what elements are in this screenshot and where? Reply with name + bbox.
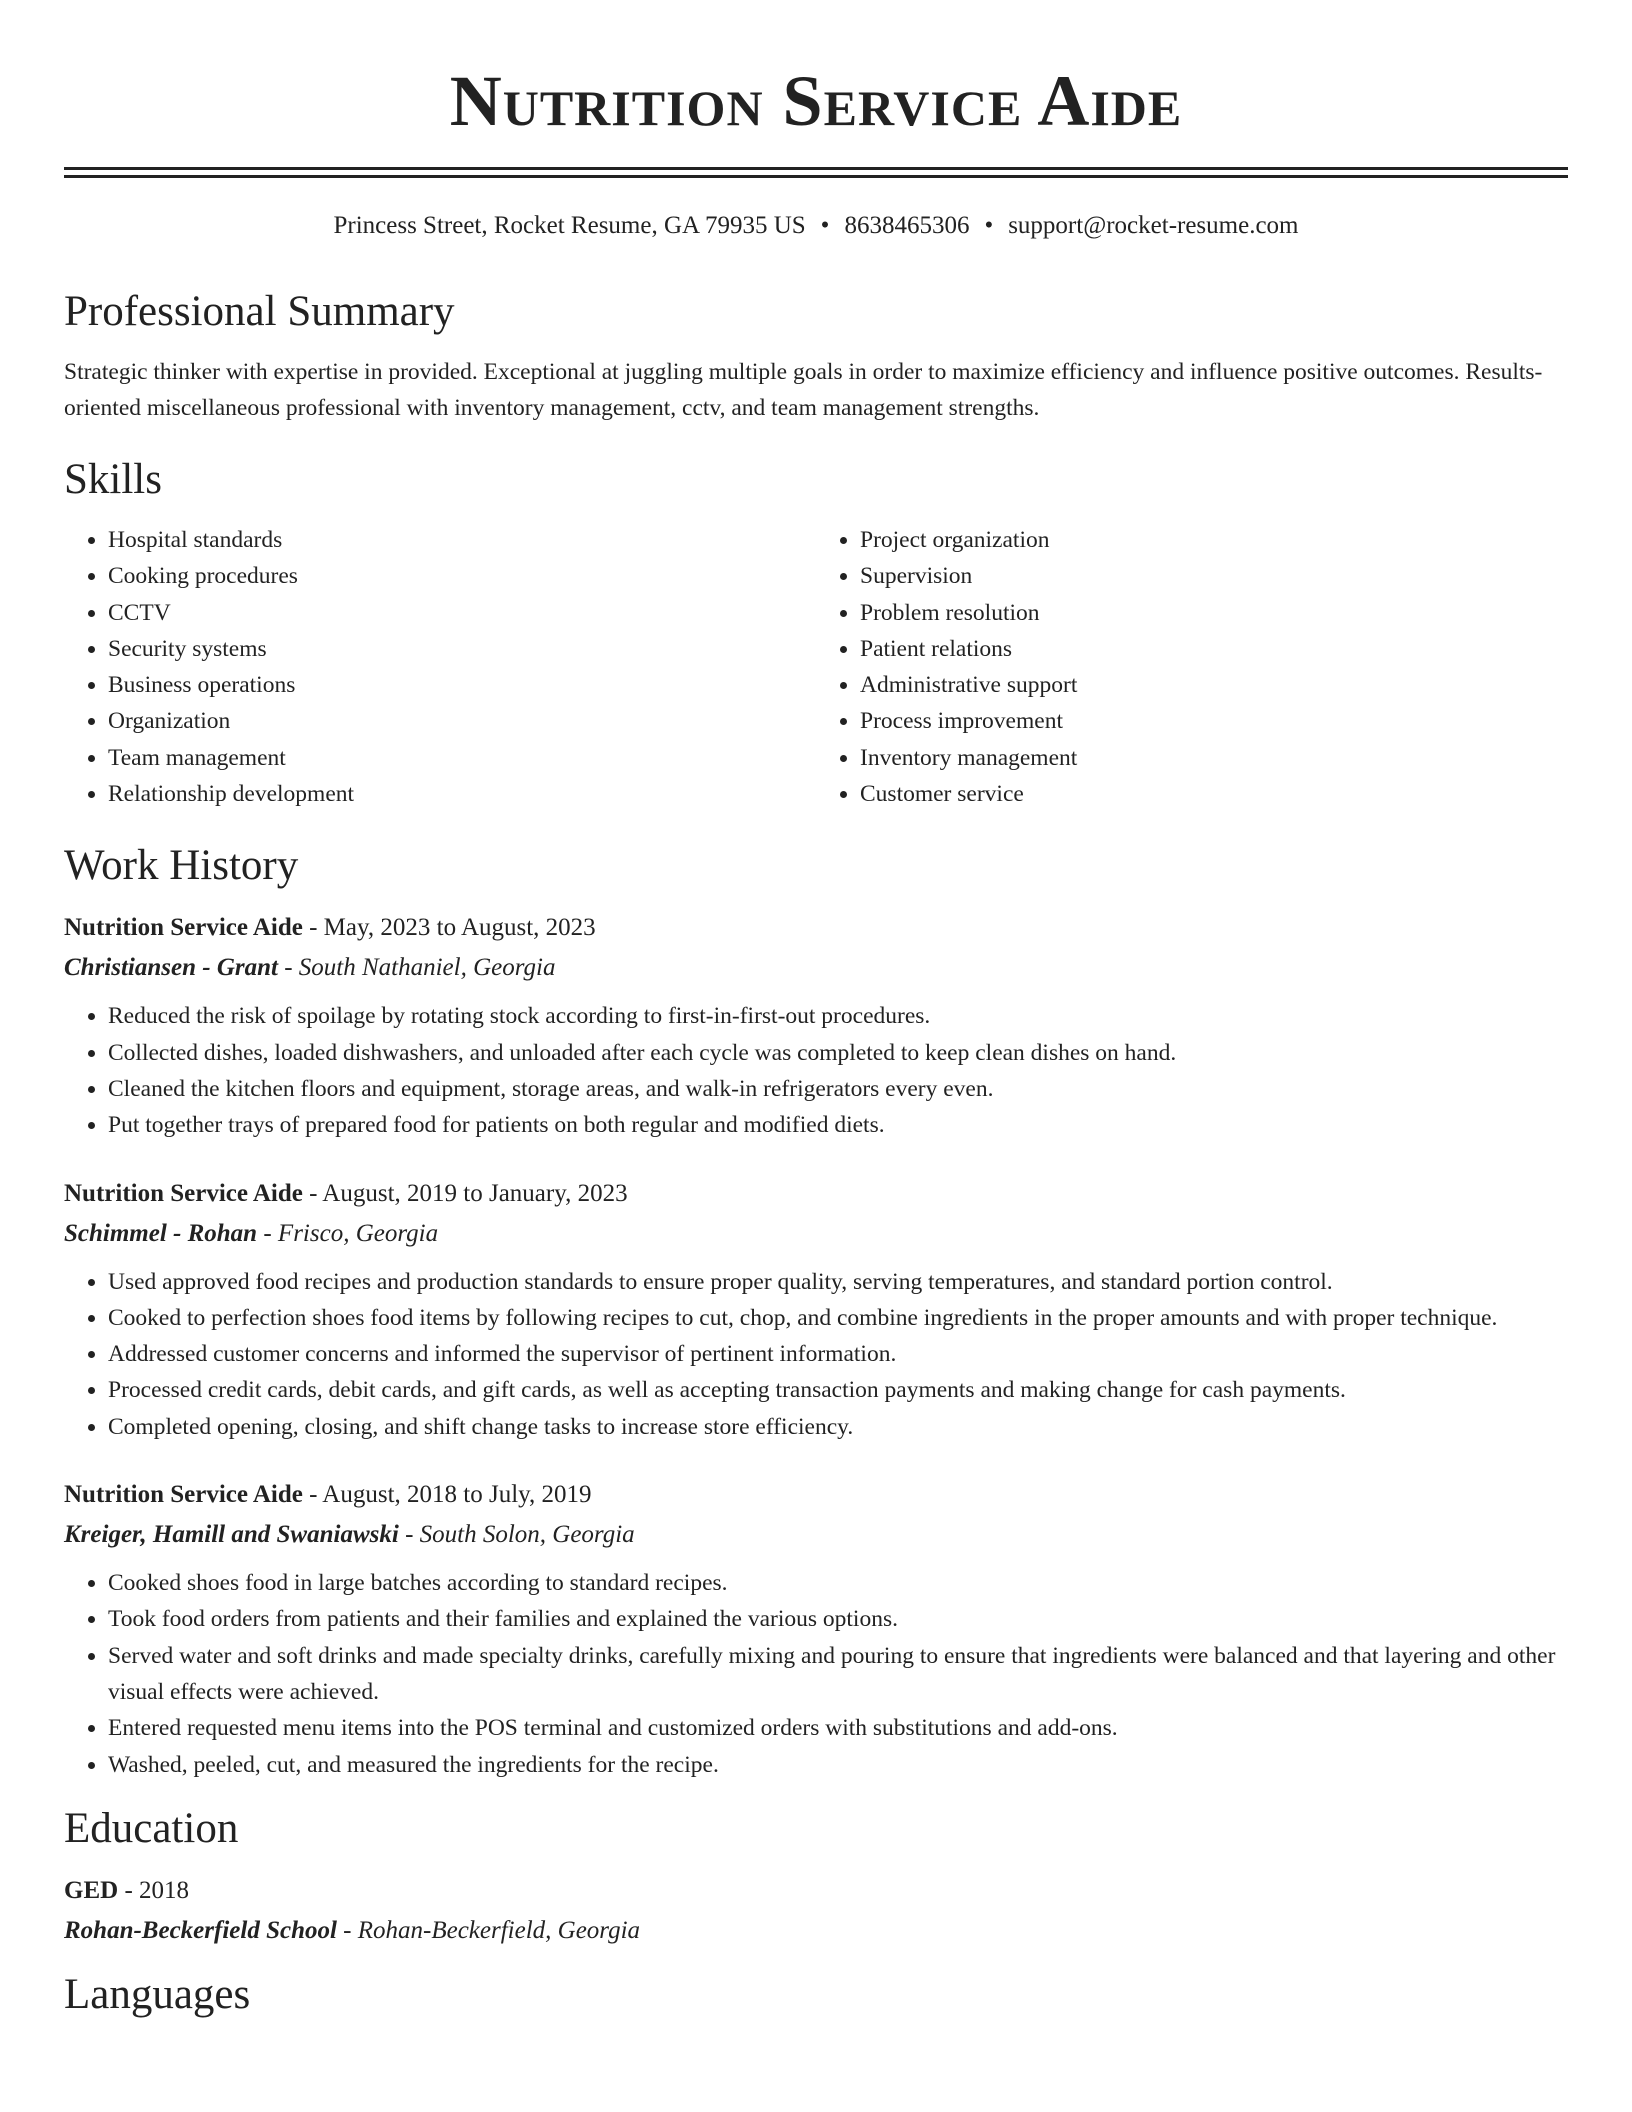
summary-text: Strategic thinker with expertise in provided. Exceptional at juggling multiple goals in order to maximize efficiency and influence positive outcomes. Results-oriented miscellaneous professional with inventory management, cctv, and team management strengths.	[64, 359, 1543, 421]
job-employer-line	[64, 948, 1568, 988]
job-duties	[64, 1264, 1568, 1445]
job-duty: • Collected dishes, loaded dishwashers, and unloaded after each cycle was completed to keep clean dishes on hand.	[108, 1035, 1568, 1071]
job-dates: - August, 2018 to July, 2019	[302, 1481, 592, 1509]
job-header	[64, 908, 1568, 948]
job-entry	[64, 1174, 1568, 1445]
job-employer: Kreiger, Hamill and Swaniawski	[64, 1521, 399, 1549]
skill-item: • Supervision	[860, 558, 1568, 594]
contact-separator: •	[820, 212, 830, 239]
skill-item: • Customer service	[860, 776, 1568, 812]
job-duties	[64, 1565, 1568, 1783]
skill-item: • Patient relations	[860, 631, 1568, 667]
skill-item: • Hospital standards	[108, 522, 816, 558]
education-entry	[64, 1871, 1568, 1951]
skills-list-right	[816, 522, 1568, 812]
contact-line	[64, 208, 1568, 244]
skills-list-left	[64, 522, 816, 812]
job-duty: • Cooked to perfection shoes food items by following recipes to cut, chop, and combine ingredients in the proper amounts and with proper technique.	[108, 1300, 1568, 1336]
job-employer: Christiansen - Grant	[64, 954, 278, 982]
skill-item: • Inventory management	[860, 740, 1568, 776]
graduation-year: - 2018	[118, 1876, 190, 1904]
skill-item: • Project organization	[860, 522, 1568, 558]
job-location: - South Nathaniel, Georgia	[277, 954, 556, 982]
job-duty: • Completed opening, closing, and shift change tasks to increase store efficiency.	[108, 1409, 1568, 1445]
job-entry	[64, 1475, 1568, 1783]
job-location: - Frisco, Georgia	[257, 1219, 439, 1247]
contact-phone: 8638465306	[844, 212, 970, 239]
skill-item: • Organization	[108, 703, 816, 739]
job-duty: • Entered requested menu items into the POS terminal and customized orders with substitutions and add-ons.	[108, 1710, 1568, 1746]
job-employer-line	[64, 1214, 1568, 1254]
job-duty: • Processed credit cards, debit cards, and gift cards, as well as accepting transaction payments and making change for cash payments.	[108, 1372, 1568, 1408]
header-divider	[64, 167, 1568, 178]
candidate-name: Nutrition Service Aide	[449, 61, 1183, 141]
work-history-heading: Work History	[64, 842, 299, 890]
skill-item: • Security systems	[108, 631, 816, 667]
job-duties	[64, 998, 1568, 1143]
job-duty: • Served water and soft drinks and made specialty drinks, carefully mixing and pouring to ensure that ingredients were balanced and that layering and other visual effects were achieved.	[108, 1638, 1568, 1711]
resume-page	[64, 0, 1568, 2023]
job-duty: • Reduced the risk of spoilage by rotating stock according to first-in-first-out procedures.	[108, 998, 1568, 1034]
job-entry	[64, 908, 1568, 1143]
job-duty: • Took food orders from patients and their families and explained the various options.	[108, 1601, 1568, 1637]
job-title: Nutrition Service Aide	[64, 914, 303, 942]
job-location: - South Solon, Georgia	[398, 1521, 635, 1549]
job-duty: • Put together trays of prepared food for patients on both regular and modified diets.	[108, 1107, 1568, 1143]
job-employer: Schimmel - Rohan	[64, 1219, 258, 1247]
contact-separator: •	[984, 212, 994, 239]
school-line	[64, 1911, 1568, 1951]
job-header	[64, 1174, 1568, 1214]
school-location: - Rohan-Beckerfield, Georgia	[336, 1916, 641, 1944]
skill-item: • Team management	[108, 740, 816, 776]
skill-item: • Relationship development	[108, 776, 816, 812]
languages-heading: Languages	[64, 1970, 251, 2018]
skill-item: • CCTV	[108, 595, 816, 631]
skill-item: • Administrative support	[860, 667, 1568, 703]
job-title: Nutrition Service Aide	[64, 1481, 303, 1509]
job-dates: - May, 2023 to August, 2023	[302, 914, 596, 942]
school-name: Rohan-Beckerfield School	[64, 1916, 337, 1944]
skill-item: • Problem resolution	[860, 595, 1568, 631]
education-header	[64, 1871, 1568, 1911]
job-duty: • Cleaned the kitchen floors and equipment, storage areas, and walk-in refrigerators every even.	[108, 1071, 1568, 1107]
job-dates: - August, 2019 to January, 2023	[302, 1179, 628, 1207]
skill-item: • Process improvement	[860, 703, 1568, 739]
job-header	[64, 1475, 1568, 1515]
job-duty: • Cooked shoes food in large batches according to standard recipes.	[108, 1565, 1568, 1601]
summary-heading: Professional Summary	[64, 288, 455, 335]
education-heading: Education	[64, 1804, 239, 1852]
job-title: Nutrition Service Aide	[64, 1179, 303, 1207]
skills-heading: Skills	[64, 456, 162, 503]
job-duty: • Washed, peeled, cut, and measured the ingredients for the recipe.	[108, 1747, 1568, 1783]
job-duty: • Used approved food recipes and production standards to ensure proper quality, serving temperatures, and standard portion control.	[108, 1264, 1568, 1300]
contact-address: Princess Street, Rocket Resume, GA 79935 US	[333, 212, 806, 239]
contact-email: support@rocket-resume.com	[1008, 212, 1299, 239]
skills-columns	[64, 522, 1568, 812]
job-duty: • Addressed customer concerns and informed the supervisor of pertinent information.	[108, 1336, 1568, 1372]
degree: GED	[64, 1876, 119, 1904]
skill-item: • Business operations	[108, 667, 816, 703]
job-employer-line	[64, 1515, 1568, 1555]
skill-item: • Cooking procedures	[108, 558, 816, 594]
